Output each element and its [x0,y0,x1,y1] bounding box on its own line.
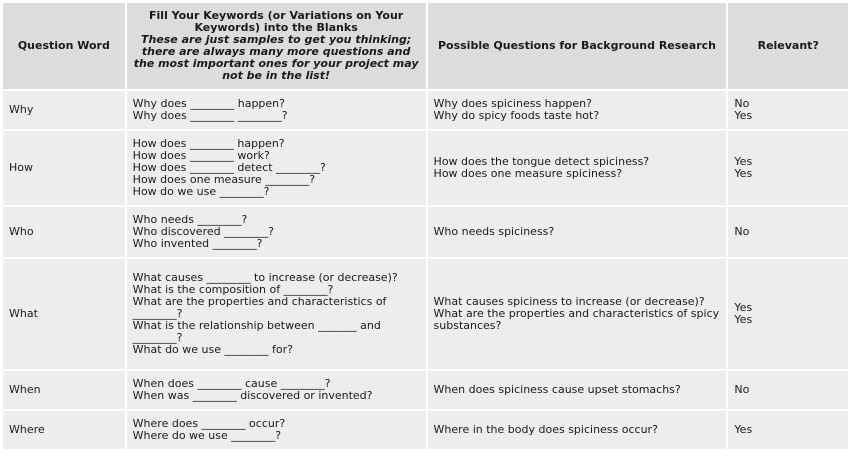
template-line: What is the composition of ________? [132,283,334,296]
template-cell [127,91,426,129]
keyword-question-table [1,1,850,451]
table-row [3,259,848,369]
relevant-value: Yes [734,109,753,122]
question-cell [428,91,727,129]
template-line: What do we use ________ for? [132,343,293,356]
question-cell [428,371,727,409]
question-word: What [3,259,125,369]
relevant-value: Yes [734,167,753,180]
template-line: Where does ________ occur? [132,417,286,430]
question-word: When [3,371,125,409]
question-line: When does spiciness cause upset stomachs? [433,383,681,396]
template-cell [127,259,426,369]
template-line: Why does ________ happen? [132,97,285,110]
header-fill-title: Fill Your Keywords (or Variations on Your Keywords) into the Blanks [149,9,404,34]
table-row [3,411,848,449]
question-cell [428,131,727,205]
template-line: Who discovered ________? [132,225,274,238]
question-word: How [3,131,125,205]
template-cell [127,131,426,205]
template-line: Why does ________ ________? [132,109,288,122]
relevant-value: Yes [734,423,753,436]
template-line: How does ________ work? [132,149,270,162]
question-line: How does one measure spiciness? [433,167,623,180]
template-cell [127,207,426,257]
template-line: How do we use ________? [132,185,270,198]
question-word: Where [3,411,125,449]
relevant-value: Yes [734,313,753,326]
question-word: Who [3,207,125,257]
question-word: Why [3,91,125,129]
header-possible-questions: Possible Questions for Background Research [428,3,727,89]
question-line: Why does spiciness happen? [433,97,592,110]
question-line: Where in the body does spiciness occur? [433,423,658,436]
relevant-cell [728,411,848,449]
question-cell [428,259,727,369]
template-line: What causes ________ to increase (or decrease)? [132,271,398,284]
header-question-word: Question Word [3,3,125,89]
header-row [3,3,848,89]
template-line: What are the properties and characteristics of ________? [132,295,390,320]
question-cell [428,207,727,257]
question-line: How does the tongue detect spiciness? [433,155,650,168]
question-cell [428,411,727,449]
template-line: How does ________ detect ________? [132,161,326,174]
relevant-cell [728,91,848,129]
template-line: Who invented ________? [132,237,263,250]
table-row [3,131,848,205]
template-line: Where do we use ________? [132,429,282,442]
relevant-cell [728,207,848,257]
template-line: When was ________ discovered or invented? [132,389,373,402]
template-line: How does ________ happen? [132,137,285,150]
relevant-value: No [734,383,750,396]
template-cell [127,411,426,449]
relevant-value: Yes [734,155,753,168]
template-line: What is the relationship between _______ and ________? [132,319,385,344]
header-fill-blanks [127,3,426,89]
table-row [3,91,848,129]
header-fill-note: These are just samples to get you thinking; there are always many more questions and the most important ones for your project may not be in the list! [133,33,419,82]
relevant-value: Yes [734,301,753,314]
relevant-cell [728,259,848,369]
question-line: What causes spiciness to increase (or decrease)? [433,295,705,308]
question-line: What are the properties and characteristics of spicy substances? [433,307,723,332]
template-line: When does ________ cause ________? [132,377,331,390]
table-row [3,207,848,257]
table-row [3,371,848,409]
template-cell [127,371,426,409]
relevant-cell [728,371,848,409]
relevant-value: No [734,225,750,238]
template-line: How does one measure ________? [132,173,316,186]
question-line: Who needs spiciness? [433,225,555,238]
relevant-value: No [734,97,750,110]
header-relevant: Relevant? [728,3,848,89]
template-line: Who needs ________? [132,213,248,226]
relevant-cell [728,131,848,205]
question-line: Why do spicy foods taste hot? [433,109,600,122]
